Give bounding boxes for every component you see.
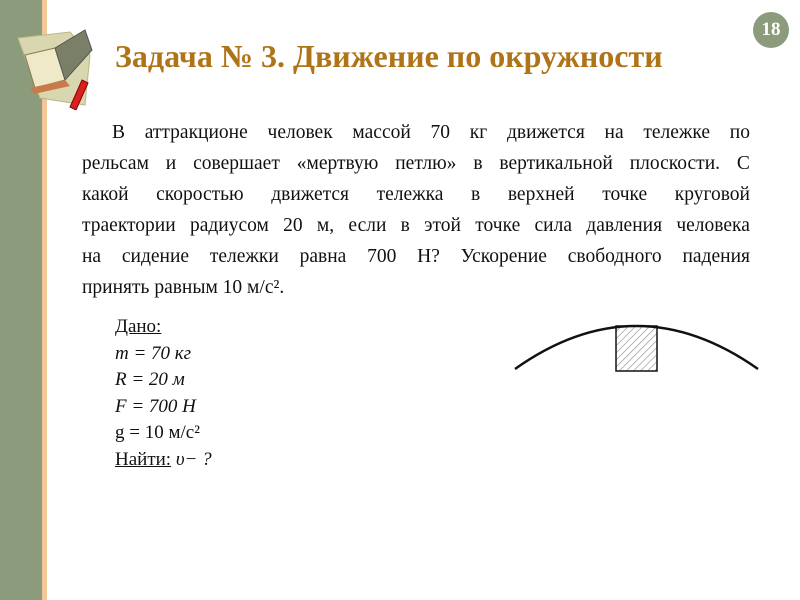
word: на [82, 246, 102, 267]
word: падения [682, 246, 750, 267]
given-heading: Дано: [115, 316, 162, 337]
given-item-gravity: g = 10 м/с² [115, 422, 200, 443]
word: тележка [376, 184, 444, 205]
word: С [736, 153, 750, 174]
given-section [115, 314, 212, 473]
word: радиусом [189, 215, 269, 236]
problem-line [82, 241, 750, 272]
word: аттракционе [144, 122, 248, 143]
word: по [729, 122, 750, 143]
word: этой [424, 215, 461, 236]
word: равна [299, 246, 347, 267]
word: на [604, 122, 624, 143]
problem-line [82, 117, 750, 148]
word: кг [469, 122, 488, 143]
slide-title: Задача № 3. Движение по окружности [115, 38, 663, 74]
word: совершает [193, 153, 280, 174]
word: в [473, 153, 483, 174]
word: какой [82, 184, 129, 205]
problem-line [82, 179, 750, 210]
word: м, [316, 215, 335, 236]
word: верхней [507, 184, 575, 205]
word: круговой [674, 184, 750, 205]
word: Н? [417, 246, 440, 267]
word: если [348, 215, 387, 236]
word: массой [352, 122, 411, 143]
problem-line [82, 210, 750, 241]
word: в [400, 215, 410, 236]
word: Ускорение [460, 246, 547, 267]
word: человека [676, 215, 750, 236]
word: точке [475, 215, 521, 236]
word: 700 [367, 246, 397, 267]
word: в [471, 184, 481, 205]
problem-line: принять равным 10 м/с². [82, 277, 285, 298]
word: траектории [82, 215, 176, 236]
loop-diagram [505, 315, 775, 385]
word: скоростью [156, 184, 244, 205]
word: и [165, 153, 177, 174]
word: точке [602, 184, 648, 205]
given-item-mass: m = 70 кг [115, 342, 192, 364]
problem-line [82, 148, 750, 179]
word: движется [506, 122, 585, 143]
word: плоскости. [629, 153, 720, 174]
word: давления [586, 215, 663, 236]
word: 20 [283, 215, 303, 236]
word: вертикальной [499, 153, 613, 174]
problem-text [82, 117, 750, 303]
word: петлю» [395, 153, 457, 174]
word: человек [267, 122, 333, 143]
word: 70 [430, 122, 451, 143]
word: В [112, 122, 126, 143]
book-pencil-icon [10, 10, 95, 110]
word: сидение [121, 246, 190, 267]
cart-box [616, 326, 657, 371]
page-number-badge: 18 [753, 12, 789, 48]
given-item-radius: R = 20 м [115, 369, 185, 390]
word: тележке [643, 122, 711, 143]
word: рельсам [82, 153, 149, 174]
word: движется [271, 184, 350, 205]
word: «мертвую [296, 153, 379, 174]
word: тележки [209, 246, 279, 267]
given-item-force: F = 700 Н [115, 395, 196, 417]
find-value: υ− ? [175, 448, 212, 470]
word: сила [534, 215, 573, 236]
find-label: Найти: [115, 448, 172, 470]
word: свободного [567, 246, 662, 267]
